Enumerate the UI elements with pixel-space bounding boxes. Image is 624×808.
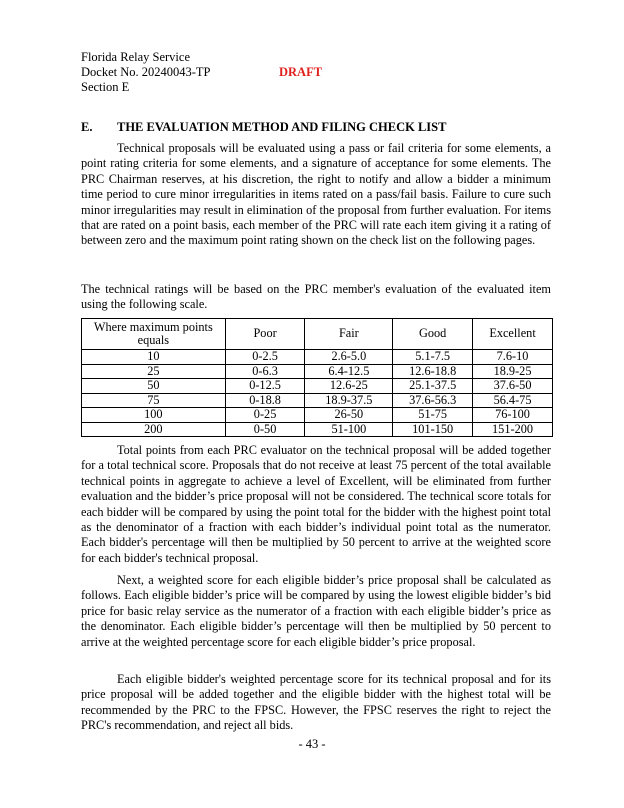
header-docket-number: Docket No. 20240043-TP [81,65,211,79]
table-cell: 10 [82,350,226,365]
paragraph-price-score: Next, a weighted score for each eligible bidder’s price proposal shall be calculated as follows. Each eligible bidder’s price will be compared by using the lowest eligible bidder’s bid price for basic relay service as the numerator of a fraction with each eligible bidder’s price as the denominator. Each eligible bidder’s percentage will then be multiplied by 50 percent to arrive at the weighted percentage score for each eligible bidder’s price proposal. [81,573,551,649]
table-cell: 51-75 [393,408,473,423]
table-cell: 6.4-12.5 [305,364,393,379]
table-cell: 100 [82,408,226,423]
table-cell: 151-200 [473,422,553,437]
column-header: Where maximum points equals [82,319,226,350]
table-cell: 51-100 [305,422,393,437]
table-cell: 0-6.3 [225,364,305,379]
table-cell: 2.6-5.0 [305,350,393,365]
section-number: E. [81,120,93,134]
column-header: Excellent [473,319,553,350]
table-row [82,364,553,379]
paragraph-evaluation-criteria: Technical proposals will be evaluated using a pass or fail criteria for some elements, a point rating criteria for some elements, and a signature of acceptance for some elements. The PRC Chairman reserves, at his discretion, the right to notify and allow a bidder a minimum time period to cure minor irregularities in items rated on a pass/fail basis. Failure to cure such minor irregularities may result in elimination of the proposal from further evaluation. For items that are rated on a point basis, each member of the PRC will rate each item giving it a rating of between zero and the maximum point rating shown on the check list on the following pages. [81,141,551,248]
table-row [82,393,553,408]
table-cell: 0-50 [225,422,305,437]
rating-scale-table [81,318,553,437]
table-cell: 7.6-10 [473,350,553,365]
column-header: Poor [225,319,305,350]
table-cell: 5.1-7.5 [393,350,473,365]
table-cell: 75 [82,393,226,408]
table-row [82,379,553,394]
document-header [81,50,323,95]
table-cell: 0-2.5 [225,350,305,365]
table-cell: 200 [82,422,226,437]
table-header-row [82,319,553,350]
table-cell: 25.1-37.5 [393,379,473,394]
table-cell: 50 [82,379,226,394]
table-row [82,350,553,365]
table-cell: 18.9-37.5 [305,393,393,408]
header-section: Section E [81,80,130,94]
paragraph-technical-score: Total points from each PRC evaluator on the technical proposal will be added together for a total technical score. Proposals that do not receive at least 75 percent of the total available technical points in aggregate to achieve a level of Excellent, will be eliminated from further evaluation and the bidder’s price proposal will not be considered. The technical score totals for each bidder will be compared by using the point total for the bidder with the highest point total as the denominator of a fraction with each bidder’s individual point total as the numerator. Each bidder's percentage will then be multiplied by 50 percent to arrive at the weighted score for each bidder's technical proposal. [81,443,551,565]
table-row [82,422,553,437]
table-row [82,408,553,423]
table-cell: 76-100 [473,408,553,423]
table-cell: 0-25 [225,408,305,423]
paragraph-rating-scale-intro: The technical ratings will be based on the PRC member's evaluation of the evaluated item using the following scale. [81,282,551,312]
table-cell: 0-12.5 [225,379,305,394]
page-number: - 43 - [298,737,326,751]
paragraph-final-recommendation: Each eligible bidder's weighted percentage score for its technical proposal and for its price proposal will be added together and the eligible bidder with the highest total will be recommended by the PRC to the FPSC. However, the FPSC reserves the right to reject the PRC's recommendation, and reject all bids. [81,672,551,733]
table-cell: 12.6-25 [305,379,393,394]
section-title: THE EVALUATION METHOD AND FILING CHECK LIST [117,120,447,134]
table-cell: 12.6-18.8 [393,364,473,379]
column-header: Good [393,319,473,350]
table-cell: 26-50 [305,408,393,423]
table-cell: 56.4-75 [473,393,553,408]
section-heading [81,120,446,135]
column-header: Fair [305,319,393,350]
table-cell: 37.6-56.3 [393,393,473,408]
table-cell: 101-150 [393,422,473,437]
table-cell: 0-18.8 [225,393,305,408]
table-cell: 37.6-50 [473,379,553,394]
table-cell: 18.9-25 [473,364,553,379]
draft-stamp: DRAFT [279,65,323,79]
table-cell: 25 [82,364,226,379]
header-service-name: Florida Relay Service [81,50,190,64]
